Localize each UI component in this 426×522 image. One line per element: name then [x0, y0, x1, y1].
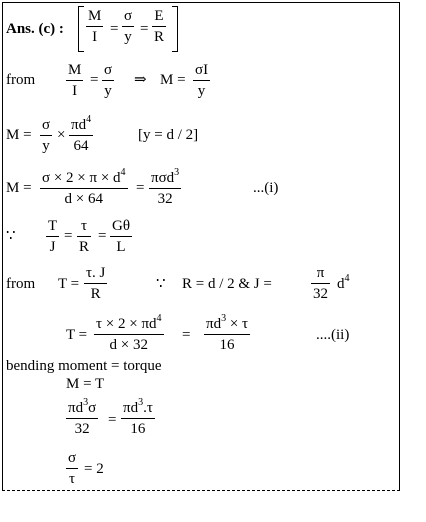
answer-label: Ans. (c) : [6, 21, 64, 37]
fraction-pid4-over-64: $\frac{\pi d^4}{64}$ [71, 114, 92, 154]
fraction-pisigmad3-over-32: πσd$^3$ 32 [151, 167, 180, 207]
times-sign: × [57, 127, 66, 143]
equals-sign: = [110, 21, 119, 37]
fraction-M-over-I: $\frac{M}{I}$ [68, 62, 82, 99]
equals-sign: = [64, 228, 73, 244]
fraction-tau-over-R: $\frac{\tau}{R}$ [79, 218, 90, 255]
equals-sign: = [182, 327, 191, 343]
equals-sign: = [108, 412, 117, 428]
fraction-E-over-R: $\frac{E}{R}$ [154, 8, 165, 45]
fraction-expanded: $\frac{\sigma \times 2 \times \pi \times d^4}{d \times 64}$ [42, 167, 126, 207]
fraction-sigmaI-over-y: $\frac{\sigma I}{y}$ [195, 62, 209, 99]
fraction-M-over-I: $\frac{M}{I}$ [88, 8, 102, 45]
fraction-pi-over-32: $\frac{\pi}{32}$ [313, 265, 328, 302]
implies-arrow: ⇒ [134, 72, 147, 88]
M-equals-T: M = T [66, 376, 105, 392]
equation-tag-i: ...(i) [253, 180, 279, 196]
fraction-sigma-over-y: $\frac{\sigma}{y}$ [104, 62, 113, 99]
condition-R-J: R = d / 2 & J = [182, 276, 272, 292]
T-equals: T = [58, 276, 80, 292]
result-equals-2: = 2 [84, 461, 104, 477]
M-equals: M = [6, 180, 32, 196]
equals-sign: = [140, 21, 149, 37]
left-bracket [78, 6, 84, 52]
from-label: from [6, 72, 36, 88]
equals-sign: = [98, 228, 107, 244]
fraction-tauJ-over-R: $\frac{\tau. J}{R}$ [86, 265, 106, 302]
equation-tag-ii: ....(ii) [316, 327, 350, 343]
condition-y: [y = d / 2] [138, 127, 199, 143]
equals-sign: = [136, 180, 145, 196]
fraction-sigma-over-y: $\frac{\sigma}{y}$ [124, 8, 133, 45]
fraction-Gtheta-over-L: $\frac{G\theta}{L}$ [112, 218, 131, 255]
fraction-pid3tau-over-16: $\frac{\pi d^3 \times \tau}{16}$ [206, 313, 249, 353]
fraction-pid3sigma-over-32: $\frac{\pi d^3\sigma}{32}$ [68, 397, 97, 437]
bending-statement: bending moment = torque [6, 358, 162, 374]
from-label: from [6, 276, 36, 292]
fraction-pid3tau-over-16: $\frac{\pi d^3.\tau}{16}$ [123, 397, 153, 437]
right-bracket [172, 6, 178, 52]
fraction-sigma-over-y: $\frac{\sigma}{y}$ [42, 117, 51, 154]
equals-sign: = [90, 72, 99, 88]
d4-term: $d^4$ [337, 273, 350, 292]
fraction-T-expanded: $\frac{\tau \times 2 \times \pi d^4}{d \times 32}$ [96, 313, 162, 353]
T-equals: T = [66, 327, 88, 343]
fraction-T-over-J: $\frac{T}{J}$ [48, 218, 58, 255]
M-equals: M = [160, 72, 186, 88]
because-symbol: ∵ [156, 276, 166, 292]
because-symbol: ∵ [6, 228, 16, 244]
M-equals: M = [6, 127, 32, 143]
fraction-sigma-over-tau: $\frac{\sigma}{\tau}$ [68, 450, 77, 487]
